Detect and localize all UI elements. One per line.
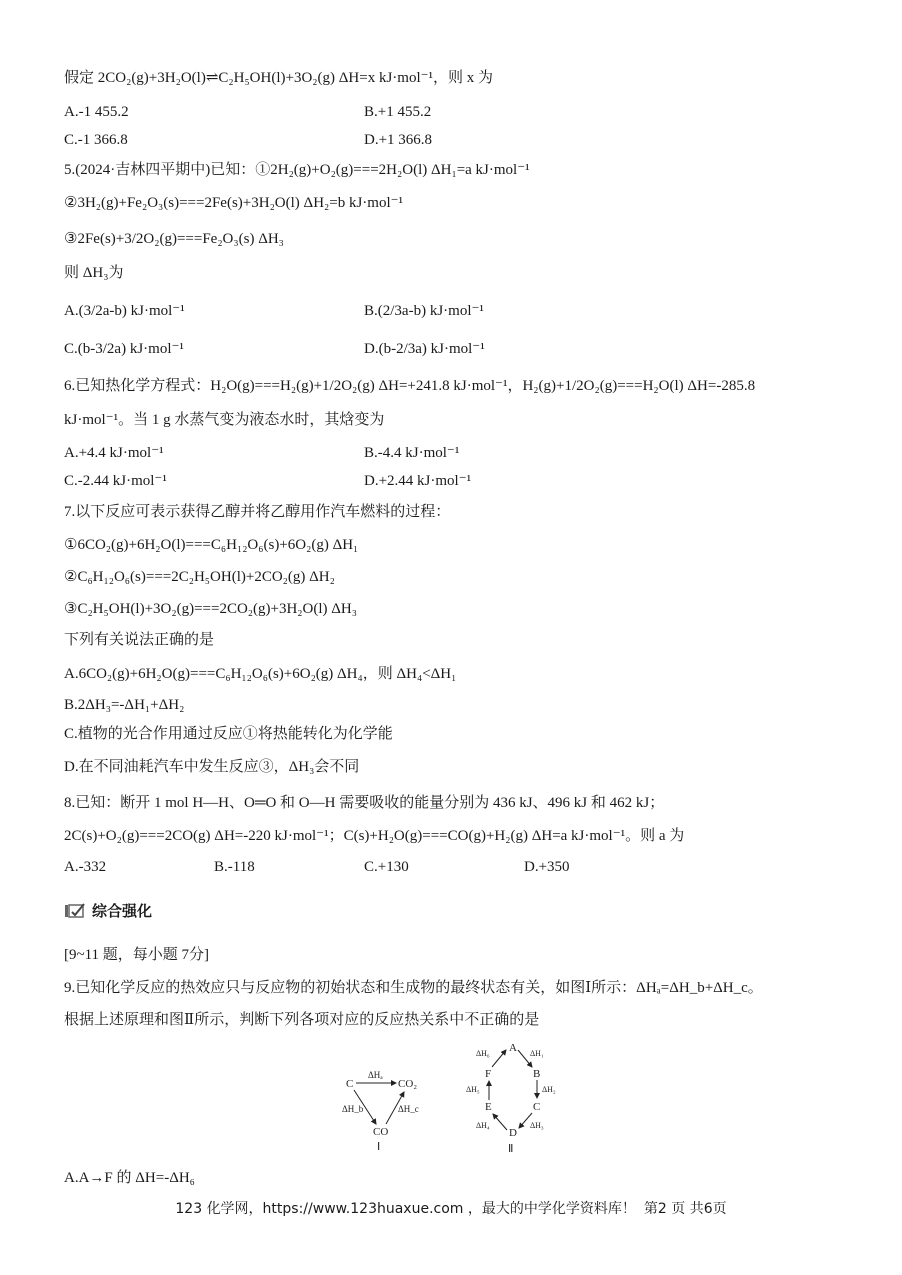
fig2-label-h2: ΔH₂ — [542, 1085, 556, 1094]
figure-cycles — [330, 1040, 570, 1160]
q6-option-c: C.-2.44 kJ·mol⁻¹ — [64, 473, 167, 489]
q5-eq3: ③2Fe(s)+3/2O₂(g)===Fe₂O₃(s) ΔH₃ — [64, 231, 284, 247]
section-pen-icon — [64, 902, 86, 918]
q8-option-d: D.+350 — [524, 859, 570, 875]
fig1-node-co: CO — [373, 1126, 389, 1138]
q6-option-d: D.+2.44 kJ·mol⁻¹ — [364, 473, 472, 489]
q8-option-a: A.-332 — [64, 859, 107, 875]
fig2-label-h3: ΔH₃ — [530, 1121, 544, 1130]
q6-stem: 6.已知热化学方程式：H₂O(g)===H₂(g)+1/2O₂(g) ΔH=+241.8 kJ·mol⁻¹，H₂(g)+1/2O₂(g)===H₂O(l) ΔH=-285.8 — [64, 378, 756, 394]
fig2-arrow-6 — [492, 1050, 506, 1067]
section-title: 综合强化 — [92, 902, 153, 920]
q5-option-b: B.(2/3a-b) kJ·mol⁻¹ — [364, 303, 484, 319]
fig2-node-a: A — [509, 1042, 517, 1054]
fig2-node-c: C — [533, 1101, 541, 1113]
q7-option-c: C.植物的光合作用通过反应①将热能转化为化学能 — [64, 726, 393, 742]
q5-stem: 5.(2024·吉林四平期中)已知：①2H₂(g)+O₂(g)===2H₂O(l) ΔH₁=a kJ·mol⁻¹ — [64, 162, 530, 178]
footer-site-text: 123 化学网，https://www.123huaxue.com ，最大的中学化学资料库！ — [175, 1201, 636, 1217]
fig2-arrow-4 — [493, 1114, 507, 1130]
q7-option-a: A.6CO₂(g)+6H₂O(g)===C₆H₁₂O₆(s)+6O₂(g) ΔH₄，则 ΔH₄<ΔH₁ — [64, 666, 457, 682]
q5-option-a: A.(3/2a-b) kJ·mol⁻¹ — [64, 303, 185, 319]
q4-stem: 假定 2CO₂(g)+3H₂O(l)⇌C₂H₅OH(l)+3O₂(g) ΔH=x kJ·mol⁻¹，则 x 为 — [64, 70, 494, 86]
q7-option-d: D.在不同油耗汽车中发生反应③，ΔH₃会不同 — [64, 759, 360, 775]
q8-stem-cont: 2C(s)+O₂(g)===2CO(g) ΔH=-220 kJ·mol⁻¹；C(s)+H₂O(g)===CO(g)+H₂(g) ΔH=a kJ·mol⁻¹。则 a 为 — [64, 828, 685, 844]
figure-one — [342, 1070, 419, 1153]
fig2-label-h1: ΔH₁ — [530, 1049, 544, 1058]
q6-option-b: B.-4.4 kJ·mol⁻¹ — [364, 445, 460, 461]
q9-stem-cont: 根据上述原理和图Ⅱ所示，判断下列各项对应的反应热关系中不正确的是 — [64, 1012, 540, 1028]
fig2-caption: Ⅱ — [508, 1143, 514, 1155]
q8-stem: 8.已知：断开 1 mol H—H、O═O 和 O—H 需要吸收的能量分别为 436 kJ、496 kJ 和 462 kJ； — [64, 795, 665, 811]
fig2-node-e: E — [485, 1101, 492, 1113]
page-footer — [0, 1198, 902, 1218]
fig1-node-co2: CO₂ — [398, 1078, 418, 1090]
q5-option-d: D.(b-2/3a) kJ·mol⁻¹ — [364, 341, 485, 357]
fig1-node-c: C — [346, 1078, 354, 1090]
q4-option-b: B.+1 455.2 — [364, 104, 432, 120]
q6-stem-cont: kJ·mol⁻¹。当 1 g 水蒸气变为液态水时，其焓变为 — [64, 412, 385, 428]
q4-option-d: D.+1 366.8 — [364, 132, 433, 148]
footer-page-number: 第2 页 共6页 — [643, 1201, 727, 1217]
q7-eq1: ①6CO₂(g)+6H₂O(l)===C₆H₁₂O₆(s)+6O₂(g) ΔH₁ — [64, 537, 359, 553]
section-heading — [64, 900, 152, 922]
q8-option-c: C.+130 — [364, 859, 409, 875]
fig1-caption: Ⅰ — [377, 1141, 381, 1153]
fig2-label-h4: ΔH₄ — [476, 1121, 490, 1130]
q7-question: 下列有关说法正确的是 — [64, 632, 215, 648]
q8-option-b: B.-118 — [214, 859, 255, 875]
scoring-note: [9~11 题，每小题 7分] — [64, 947, 210, 963]
fig1-label-hb: ΔH_b — [342, 1104, 364, 1114]
fig2-node-f: F — [485, 1068, 492, 1080]
q5-eq2: ②3H₂(g)+Fe₂O₃(s)===2Fe(s)+3H₂O(l) ΔH₂=b kJ·mol⁻¹ — [64, 195, 404, 211]
q7-option-b: B.2ΔH₃=-ΔH₁+ΔH₂ — [64, 697, 185, 713]
q5-question: 则 ΔH₃为 — [64, 265, 124, 281]
q9-option-a: A.A→F 的 ΔH=-ΔH₆ — [64, 1170, 195, 1186]
fig1-label-ha: ΔHₐ — [368, 1070, 383, 1080]
q4-option-a: A.-1 455.2 — [64, 104, 129, 120]
fig2-label-h5: ΔH₅ — [466, 1085, 480, 1094]
fig2-node-d: D — [509, 1127, 517, 1139]
q6-option-a: A.+4.4 kJ·mol⁻¹ — [64, 445, 164, 461]
q7-stem: 7.以下反应可表示获得乙醇并将乙醇用作汽车燃料的过程： — [64, 504, 451, 520]
q5-option-c: C.(b-3/2a) kJ·mol⁻¹ — [64, 341, 184, 357]
fig2-node-b: B — [533, 1068, 541, 1080]
q7-eq2: ②C₆H₁₂O₆(s)===2C₂H₅OH(l)+2CO₂(g) ΔH₂ — [64, 569, 335, 585]
fig1-label-hc: ΔH_c — [398, 1104, 419, 1114]
q4-option-c: C.-1 366.8 — [64, 132, 128, 148]
figure-two — [466, 1042, 556, 1155]
q7-eq3: ③C₂H₅OH(l)+3O₂(g)===2CO₂(g)+3H₂O(l) ΔH₃ — [64, 601, 357, 617]
q9-stem: 9.已知化学反应的热效应只与反应物的初始状态和生成物的最终状态有关，如图Ⅰ所示：ΔHₐ=ΔH_b+ΔH_c。 — [64, 980, 763, 996]
fig2-label-h6: ΔH₆ — [476, 1049, 490, 1058]
